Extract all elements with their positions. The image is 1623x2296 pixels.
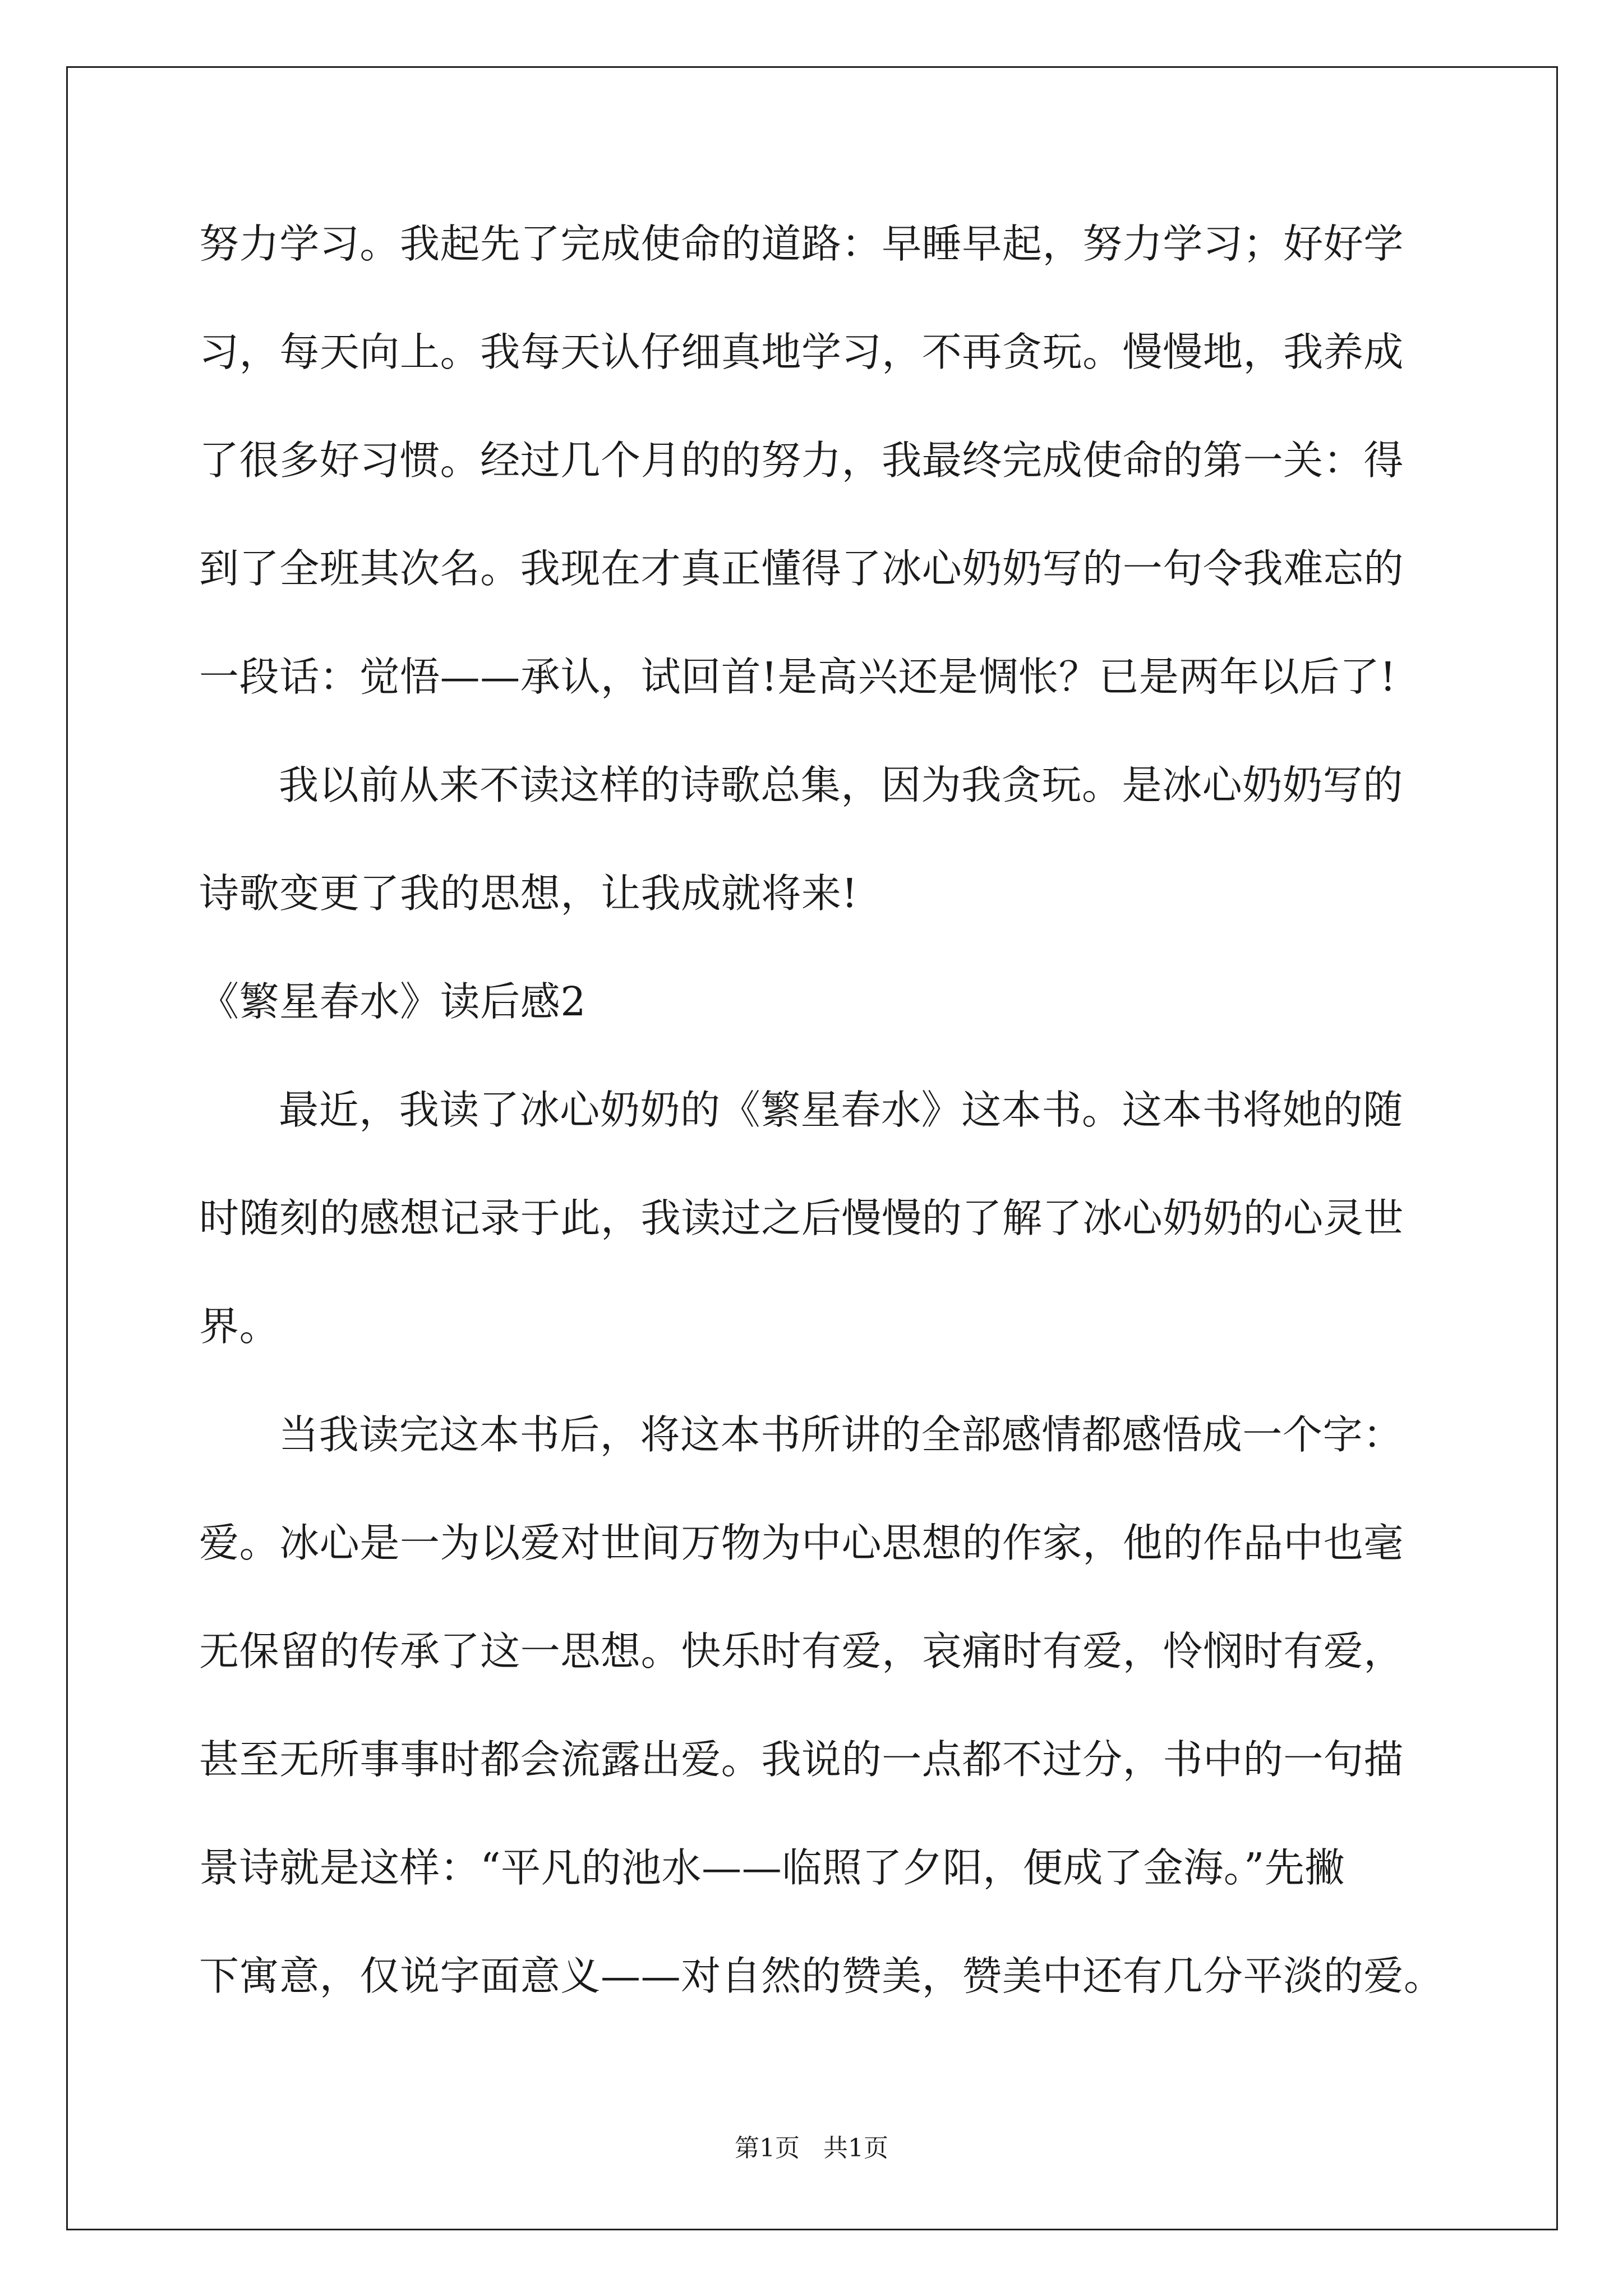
paragraph-4-line-6: 下寓意，仅说字面意义——对自然的赞美，赞美中还有几分平淡的爱。: [199, 1953, 1444, 1999]
paragraph-1-line-4: 到了全班其次名。我现在才真正懂得了冰心奶奶写的一句令我难忘的: [199, 545, 1404, 592]
page-number: 第1页: [735, 2134, 800, 2162]
paragraph-4-line-2: 爱。冰心是一为以爱对世间万物为中心思想的作家，他的作品中也毫: [199, 1520, 1404, 1566]
paragraph-2-line-1: 我以前从来不读这样的诗歌总集，因为我贪玩。是冰心奶奶写的: [279, 762, 1403, 808]
paragraph-3-line-3: 界。: [199, 1303, 280, 1350]
page-total: 共1页: [823, 2134, 888, 2162]
paragraph-4-line-3: 无保留的传承了这一思想。快乐时有爱，哀痛时有爱，怜悯时有爱，: [199, 1628, 1404, 1674]
paragraph-1-line-1: 努力学习。我起先了完成使命的道路：早睡早起，努力学习；好好学: [199, 220, 1404, 267]
page-footer: [0, 2132, 1623, 2165]
paragraph-3-line-2: 时随刻的感想记录于此，我读过之后慢慢的了解了冰心奶奶的心灵世: [199, 1195, 1404, 1241]
paragraph-3-line-1: 最近，我读了冰心奶奶的《繁星春水》这本书。这本书将她的随: [279, 1087, 1403, 1133]
paragraph-1-line-2: 习，每天向上。我每天认仔细真地学习，不再贪玩。慢慢地，我养成: [199, 329, 1404, 375]
paragraph-2-line-2: 诗歌变更了我的思想，让我成就将来!: [199, 870, 858, 917]
paragraph-4-line-5: 景诗就是这样：“平凡的池水——临照了夕阳，便成了金海。”先撇: [199, 1844, 1345, 1891]
document-body: [199, 219, 1444, 2059]
paragraph-1-line-3: 了很多好习惯。经过几个月的的努力，我最终完成使命的第一关：得: [199, 437, 1404, 484]
paragraph-1-line-5: 一段话：觉悟——承认，试回首!是高兴还是惆怅？已是两年以后了!: [199, 654, 1396, 700]
paragraph-4-line-4: 甚至无所事事时都会流露出爱。我说的一点都不过分，书中的一句描: [199, 1736, 1404, 1783]
paragraph-4-line-1: 当我读完这本书后，将这本书所讲的全部感情都感悟成一个字：: [279, 1411, 1403, 1458]
section-heading: 《繁星春水》读后感2: [199, 978, 587, 1025]
